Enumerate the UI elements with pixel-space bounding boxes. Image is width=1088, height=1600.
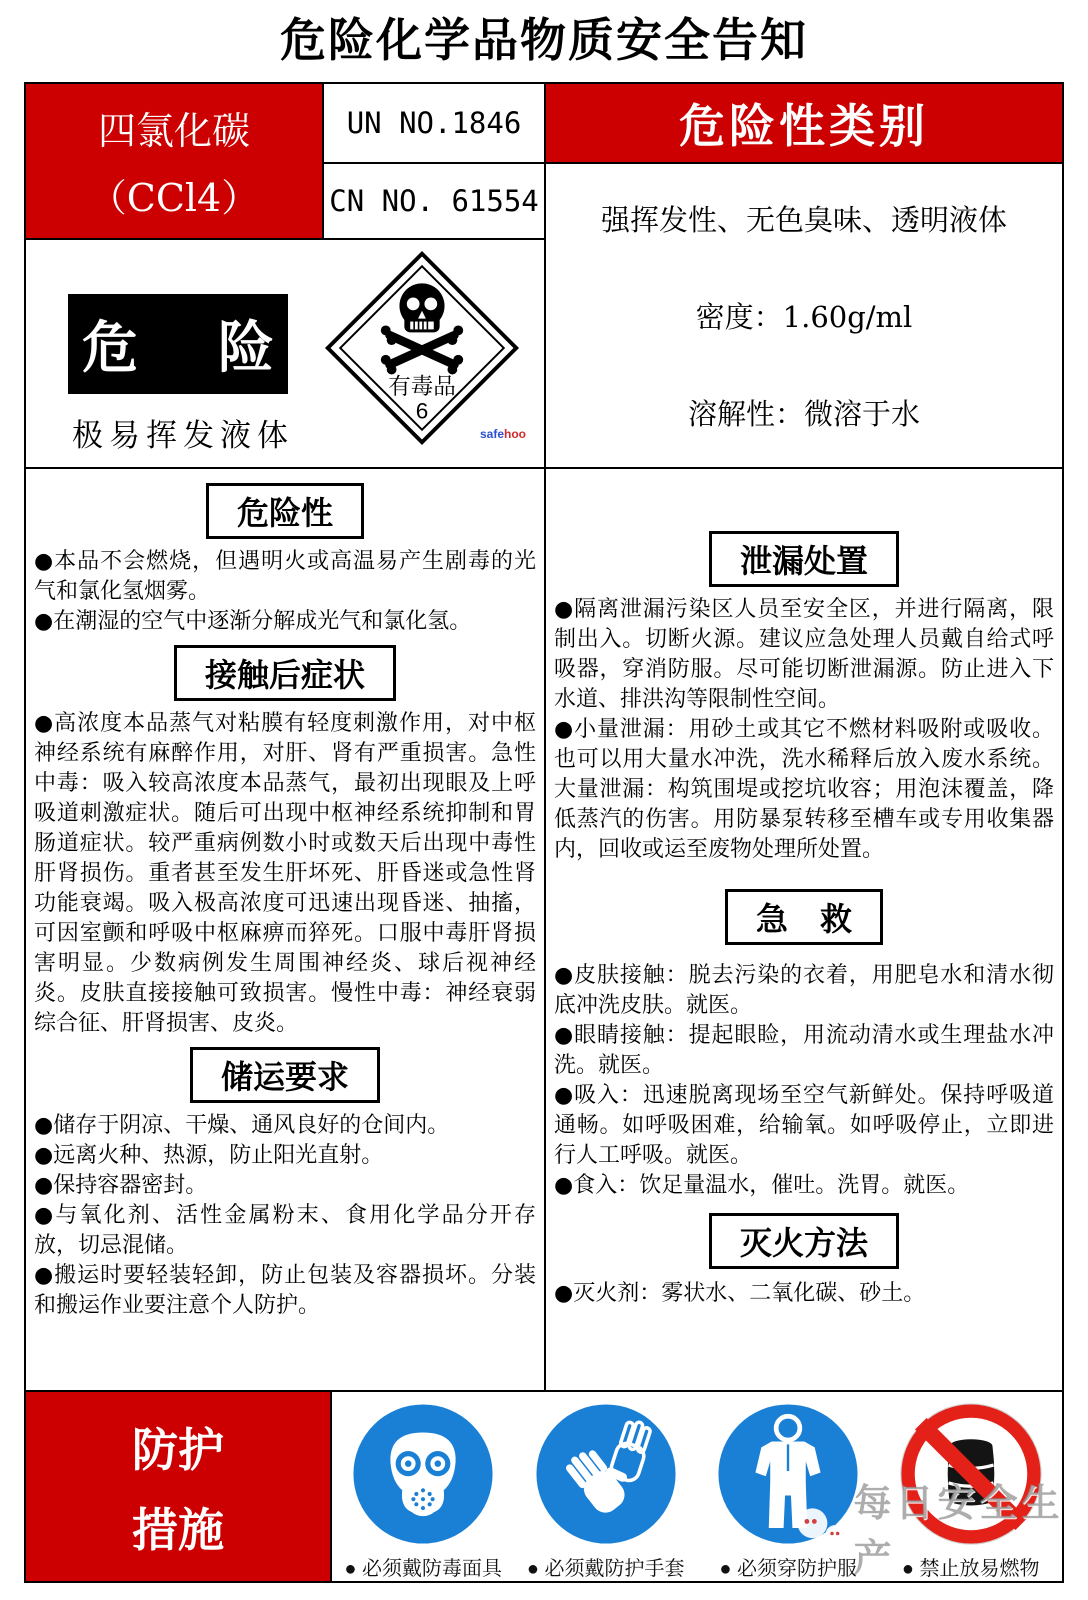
- safehoo-watermark-part1: safe: [479, 427, 504, 441]
- storage-item: ●搬运时要轻装轻卸，防止包装及容器损坏。分装和搬运作业要注意个人防护。: [34, 1263, 536, 1318]
- notice-table: [24, 82, 1064, 1583]
- left-content-column: [24, 467, 546, 1392]
- storage-item: ●远离火种、热源，防止阳光直射。: [34, 1143, 384, 1168]
- first-aid-item: ●吸入：迅速脱离现场至空气新鲜处。保持呼吸道通畅。如呼吸困难，给输氧。如呼吸停止，立即进行人工呼吸。就医。: [554, 1083, 1054, 1168]
- page-title: 危险化学品物质安全告知: [280, 14, 808, 66]
- protective-suit-icon: [714, 1400, 862, 1548]
- ppe-item-protective-suit: [704, 1400, 872, 1581]
- storage-item: ●保持容器密封。: [34, 1173, 208, 1198]
- ppe-title-line2: 措施: [132, 1502, 224, 1557]
- ppe-label: ● 禁止放易燃物: [901, 1558, 1040, 1580]
- section-title-spill: 泄漏处置: [709, 531, 899, 587]
- right-content-column: [544, 467, 1064, 1392]
- cn-number: CN NO. 61554: [329, 184, 539, 218]
- chemical-name: 四氯化碳: [97, 109, 250, 153]
- property-solubility: 溶解性：微溶于水: [687, 397, 920, 431]
- hazard-class-header: [544, 82, 1064, 164]
- chemical-formula: （CCl4）: [88, 176, 260, 220]
- first-aid-item: ●食入：饮足量温水，催吐。洗胃。就医。: [554, 1173, 970, 1198]
- ppe-label: ● 必须戴防护手套: [526, 1558, 685, 1580]
- hazard-item: ●在潮湿的空气中逐渐分解成光气和氯化氢。: [34, 609, 472, 634]
- storage-item: ●储存于阴凉、干燥、通风良好的仓间内。: [34, 1113, 450, 1138]
- volatile-note: 极易挥发液体: [72, 418, 294, 454]
- pictogram-label: 有毒品: [388, 374, 456, 400]
- section-title-symptoms: 接触后症状: [174, 645, 396, 701]
- no-flammables-icon: [897, 1400, 1045, 1548]
- gas-mask-icon: [349, 1400, 497, 1548]
- ppe-icons-row: [330, 1390, 1064, 1583]
- symptoms-paragraph: ●高浓度本品蒸气对粘膜有轻度刺激作用，对中枢神经系统有麻醉作用，对肝、肾有严重损害。急性中毒：吸入较高浓度本品蒸气，最初出现眼及上呼吸道刺激症状。随后可出现中枢神经系统抑制和胃肠道症状。较严重病例数小时或数天后出现中毒性肝肾损伤。重者甚至发生肝坏死、肝昏迷或急性肾功能衰竭。吸入极高浓度可迅速出现昏迷、抽搐，可因室颤和呼吸中枢麻痹而猝死。口服中毒肝肾损害明显。少数病例发生周围神经炎、球后视神经炎。皮肤直接接触可致损害。慢性中毒：神经衰弱综合征、肝肾损害、皮炎。: [34, 711, 536, 1036]
- section-title-storage: 储运要求: [190, 1047, 380, 1103]
- section-title-first-aid: 急 救: [725, 889, 883, 945]
- spill-item: ●隔离泄漏污染区人员至安全区，并进行隔离，限制出入。切断火源。建议应急处理人员戴自给式呼吸器，穿消防服。尽可能切断泄漏源。防止进入下水道、排洪沟等限制性空间。: [554, 597, 1054, 712]
- skull-crossbones-icon: [324, 250, 520, 446]
- ppe-label: ● 必须穿防护服: [719, 1558, 858, 1580]
- first-aid-item: ●眼睛接触：提起眼睑，用流动清水或生理盐水冲洗。就医。: [554, 1023, 1054, 1078]
- pictogram-class-number: 6: [415, 398, 429, 424]
- chemical-name-cell: [24, 82, 324, 240]
- gloves-icon: [532, 1400, 680, 1548]
- ppe-item-no-flammables: [887, 1400, 1055, 1581]
- cn-number-cell: [322, 162, 546, 240]
- toxic-diamond-pictogram: [324, 250, 520, 451]
- properties-cell: [544, 162, 1064, 469]
- hazard-class-title: 危险性类别: [679, 100, 929, 152]
- brand-watermark-text: 每日安全生产: [853, 1483, 1064, 1580]
- ppe-title-line1: 防护: [132, 1422, 224, 1477]
- danger-signal-word: 危 险: [68, 294, 288, 394]
- ppe-item-gas-mask: [339, 1400, 507, 1581]
- spill-item: ●小量泄漏：用砂土或其它不燃材料吸附或吸收。也可以用大量水冲洗，洗水稀释后放入废水系统。大量泄漏：构筑围堤或挖坑收容；用泡沫覆盖，降低蒸汽的伤害。用防暴泵转移至槽车或专用收集器内，回收或运至废物处理所处置。: [554, 717, 1054, 862]
- fire-item: ●灭火剂：雾状水、二氧化碳、砂土。: [554, 1281, 926, 1306]
- ppe-panel-title: [24, 1390, 332, 1583]
- storage-item: ●与氧化剂、活性金属粉末、食用化学品分开存放，切忌混储。: [34, 1203, 536, 1258]
- property-density: 密度：1.60g/ml: [695, 300, 913, 334]
- un-number-cell: [322, 82, 546, 164]
- first-aid-item: ●皮肤接触：脱去污染的衣着，用肥皂水和清水彻底冲洗皮肤。就医。: [554, 963, 1054, 1018]
- hazard-item: ●本品不会燃烧，但遇明火或高温易产生剧毒的光气和氯化氢烟雾。: [34, 549, 536, 604]
- danger-display-cell: [24, 238, 546, 469]
- section-title-hazard: 危险性: [206, 483, 364, 539]
- property-appearance: 强挥发性、无色臭味、透明液体: [600, 203, 1007, 237]
- ppe-label: ● 必须戴防毒面具: [344, 1558, 503, 1580]
- section-title-fire: 灭火方法: [709, 1213, 899, 1269]
- safehoo-watermark-part2: hoo: [504, 427, 526, 441]
- ppe-item-gloves: [522, 1400, 690, 1581]
- un-number: UN NO.1846: [346, 106, 522, 140]
- safehoo-watermark: [480, 427, 526, 441]
